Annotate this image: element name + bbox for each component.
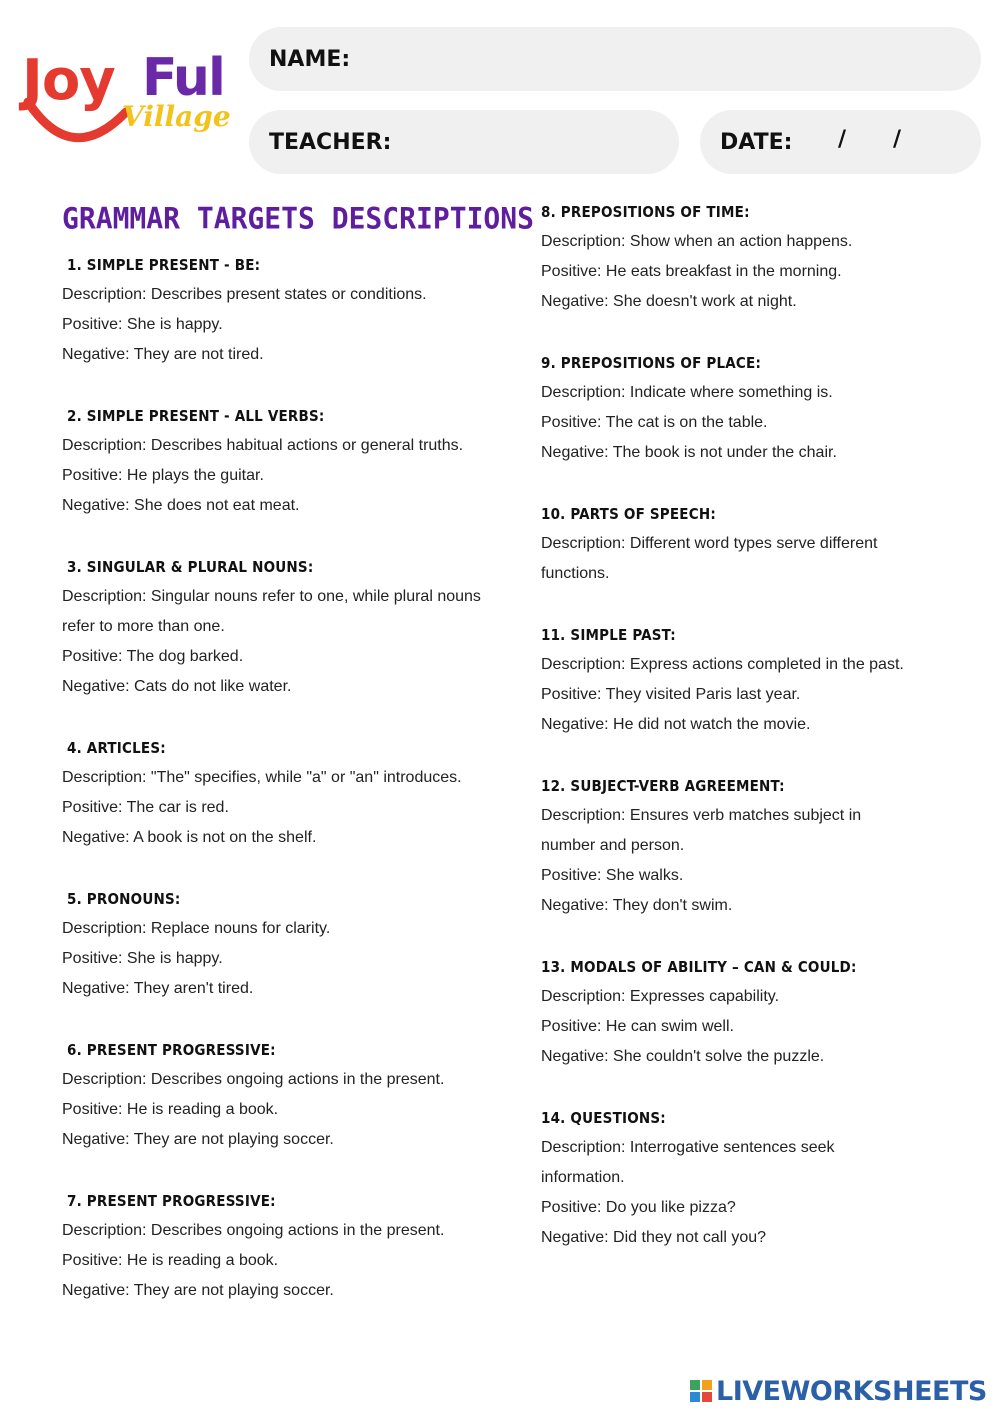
brand-text: LIVEWORKSHEETS [716,1375,987,1407]
name-field[interactable] [249,27,981,91]
grammar-section [62,733,512,853]
brand-square [690,1380,700,1390]
section-line: Negative: She does not eat meat. [62,497,300,514]
section-heading: 9. PREPOSITIONS OF PLACE: [541,354,762,372]
logo-word-ful: Ful [142,48,224,108]
grammar-section [541,771,991,921]
section-line: Negative: A book is not on the shelf. [62,829,317,846]
logo-word-village: Village [122,100,231,133]
date-separator: / [838,127,847,152]
section-line: Negative: Did they not call you? [541,1229,767,1246]
grammar-section [541,348,991,468]
section-line: Description: Describes ongoing actions in the present. [62,1222,445,1239]
right-column [541,197,991,1284]
grammar-section [541,499,991,589]
logo-smile-icon [22,98,132,148]
section-line: Negative: The book is not under the chair. [541,444,837,461]
left-column [62,250,512,1337]
section-line: Negative: They are not playing soccer. [62,1131,334,1148]
section-line: Negative: They are not playing soccer. [62,1282,334,1299]
liveworksheets-logo-icon [690,1380,712,1402]
section-line: Description: Describes present states or conditions. [62,286,427,303]
joyful-village-logo [22,48,232,158]
teacher-field[interactable] [249,110,679,174]
section-line: Positive: She walks. [541,867,684,884]
section-line: Description: Indicate where something is. [541,384,833,401]
brand-square [702,1380,712,1390]
section-heading: 10. PARTS OF SPEECH: [541,505,716,523]
section-line: Negative: They are not tired. [62,346,264,363]
section-heading: 5. PRONOUNS: [67,890,181,908]
section-line: Description: Expresses capability. [541,988,780,1005]
section-line: Positive: Do you like pizza? [541,1199,736,1216]
brand-square [690,1392,700,1402]
section-line: number and person. [541,837,685,854]
section-heading: 1. SIMPLE PRESENT - BE: [67,256,261,274]
section-heading: 6. PRESENT PROGRESSIVE: [67,1041,276,1059]
section-line: Description: Interrogative sentences seek [541,1139,835,1156]
section-line: Positive: The dog barked. [62,648,244,665]
section-line: Description: Express actions completed in the past. [541,656,904,673]
section-line: refer to more than one. [62,618,225,635]
grammar-section [62,884,512,1004]
section-heading: 8. PREPOSITIONS OF TIME: [541,203,750,221]
section-line: information. [541,1169,625,1186]
grammar-section [541,197,991,317]
grammar-section [62,1035,512,1155]
grammar-section [62,401,512,521]
section-line: Description: Describes ongoing actions in the present. [62,1071,445,1088]
section-line: Positive: He eats breakfast in the morning. [541,263,842,280]
section-heading: 7. PRESENT PROGRESSIVE: [67,1192,276,1210]
grammar-section [62,1186,512,1306]
section-line: Positive: He is reading a book. [62,1101,279,1118]
section-line: Positive: The cat is on the table. [541,414,768,431]
section-heading: 11. SIMPLE PAST: [541,626,676,644]
grammar-section [541,952,991,1072]
section-heading: 2. SIMPLE PRESENT - ALL VERBS: [67,407,325,425]
section-line: Description: "The" specifies, while "a" or "an" introduces. [62,769,462,786]
section-line: Positive: He plays the guitar. [62,467,264,484]
section-heading: 14. QUESTIONS: [541,1109,666,1127]
section-line: Negative: They aren't tired. [62,980,254,997]
section-heading: 13. MODALS OF ABILITY – CAN & COULD: [541,958,857,976]
date-separator: / [893,127,902,152]
grammar-section [62,552,512,702]
logo-word-joy: Joy [22,48,115,113]
section-line: Description: Ensures verb matches subject in [541,807,862,824]
section-line: Description: Replace nouns for clarity. [62,920,331,937]
section-line: Negative: They don't swim. [541,897,733,914]
section-heading: 3. SINGULAR & PLURAL NOUNS: [67,558,314,576]
section-line: Positive: He can swim well. [541,1018,734,1035]
section-line: Positive: He is reading a book. [62,1252,279,1269]
section-line: Positive: She is happy. [62,316,223,333]
section-line: Negative: She couldn't solve the puzzle. [541,1048,825,1065]
section-line: Description: Different word types serve different [541,535,878,552]
section-line: Negative: She doesn't work at night. [541,293,797,310]
section-line: Positive: They visited Paris last year. [541,686,801,703]
liveworksheets-brand [690,1374,987,1408]
page-title: GRAMMAR TARGETS DESCRIPTIONS [62,201,535,236]
section-line: functions. [541,565,610,582]
grammar-section [541,1103,991,1253]
brand-square [702,1392,712,1402]
section-line: Negative: Cats do not like water. [62,678,292,695]
teacher-label: TEACHER: [269,129,392,155]
section-line: Description: Describes habitual actions or general truths. [62,437,464,454]
section-heading: 12. SUBJECT-VERB AGREEMENT: [541,777,785,795]
section-line: Description: Singular nouns refer to one, while plural nouns [62,588,481,605]
section-heading: 4. ARTICLES: [67,739,166,757]
name-label: NAME: [269,46,351,72]
section-line: Negative: He did not watch the movie. [541,716,811,733]
section-line: Positive: The car is red. [62,799,229,816]
date-field[interactable] [700,110,981,174]
section-line: Description: Show when an action happens. [541,233,853,250]
grammar-section [541,620,991,740]
date-label: DATE: [720,129,793,155]
section-line: Positive: She is happy. [62,950,223,967]
grammar-section [62,250,512,370]
